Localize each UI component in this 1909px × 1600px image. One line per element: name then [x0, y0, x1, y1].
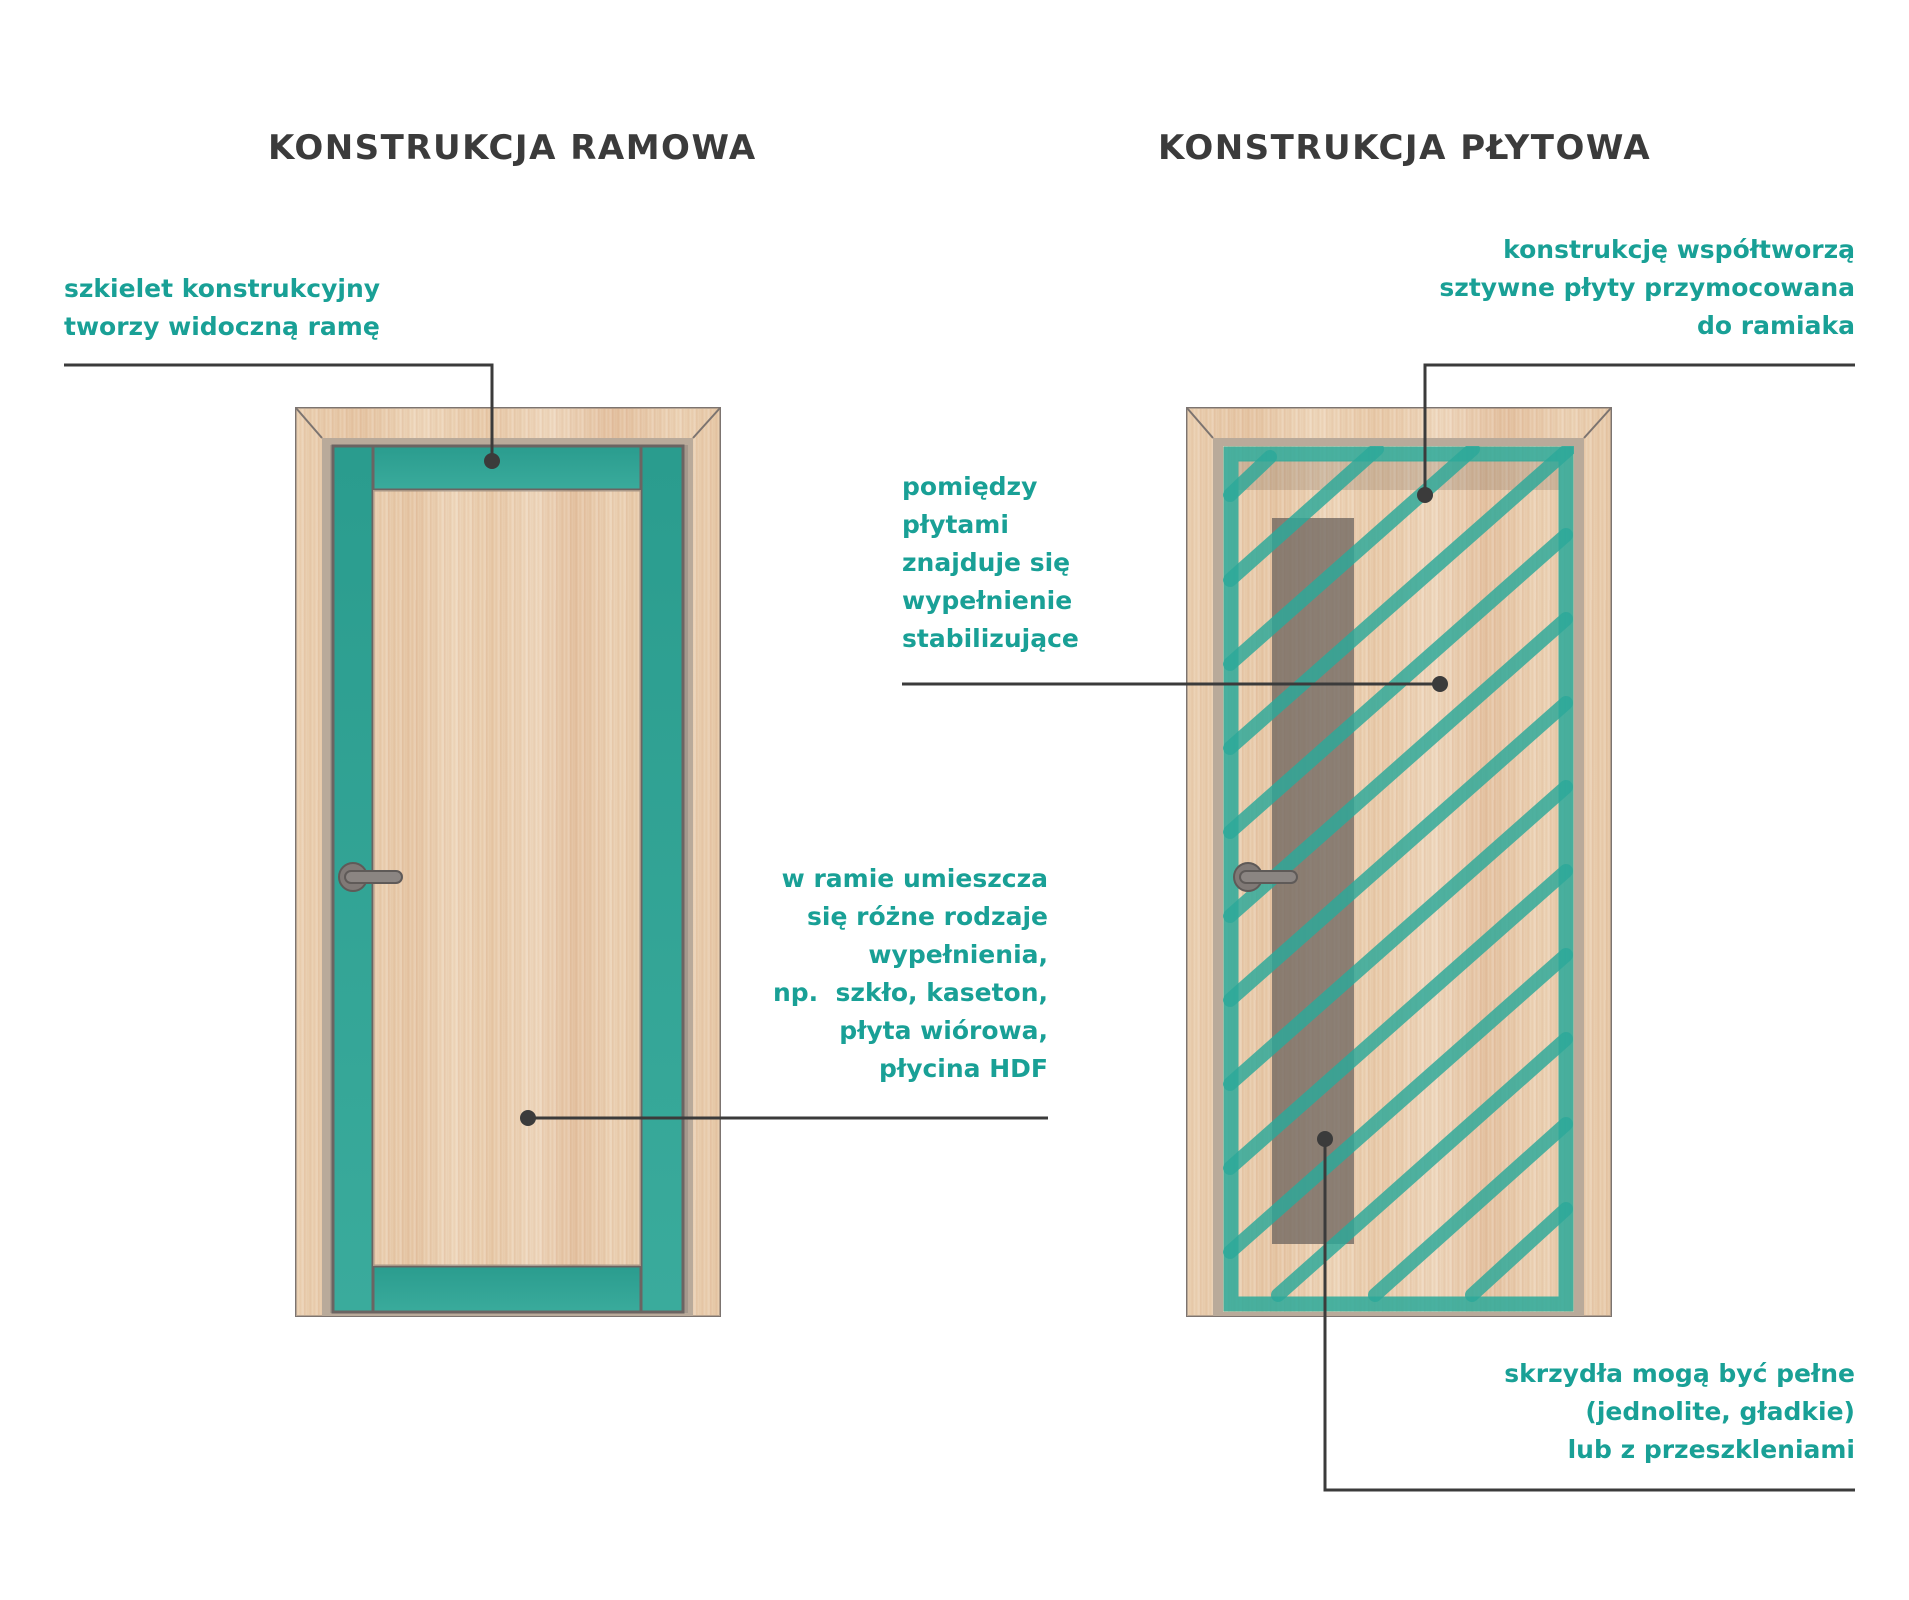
title-panel-construction: KONSTRUKCJA PŁYTOWA [1158, 128, 1652, 168]
callout-line: pomiędzy [902, 472, 1038, 501]
callout-line: sztywne płyty przymocowana [1439, 273, 1855, 302]
callout-line: konstrukcję współtworzą [1503, 235, 1855, 264]
callout-line: wypełnienie [902, 586, 1073, 615]
title-frame-construction: KONSTRUKCJA RAMOWA [268, 128, 757, 168]
callout-panel-boards [1439, 231, 1855, 345]
frame-door [296, 408, 720, 1316]
callout-line: płytami [902, 510, 1009, 539]
callout-line: się różne rodzaje [807, 902, 1048, 931]
callout-line: tworzy widoczną ramę [64, 312, 380, 341]
callout-line: skrzydła mogą być pełne [1504, 1359, 1855, 1388]
callout-line: w ramie umieszcza [781, 864, 1048, 893]
callout-line: szkielet konstrukcyjny [64, 274, 381, 303]
callout-frame-skeleton [64, 270, 380, 346]
callout-panel-core [902, 468, 1079, 658]
callout-panel-leaves [1504, 1355, 1855, 1469]
callout-line: (jednolite, gładkie) [1585, 1397, 1855, 1426]
callout-line: płyta wiórowa, [839, 1016, 1048, 1045]
callout-line: znajduje się [902, 548, 1071, 577]
callout-line: lub z przeszkleniami [1567, 1435, 1855, 1464]
callout-line: wypełnienia, [868, 940, 1048, 969]
callout-frame-filling [773, 860, 1048, 1088]
panel-door [1187, 408, 1611, 1316]
callout-line: stabilizujące [902, 624, 1079, 653]
callout-line: np. szkło, kaseton, [772, 978, 1048, 1007]
callout-line: płycina HDF [879, 1054, 1048, 1083]
callout-line: do ramiaka [1697, 311, 1855, 340]
